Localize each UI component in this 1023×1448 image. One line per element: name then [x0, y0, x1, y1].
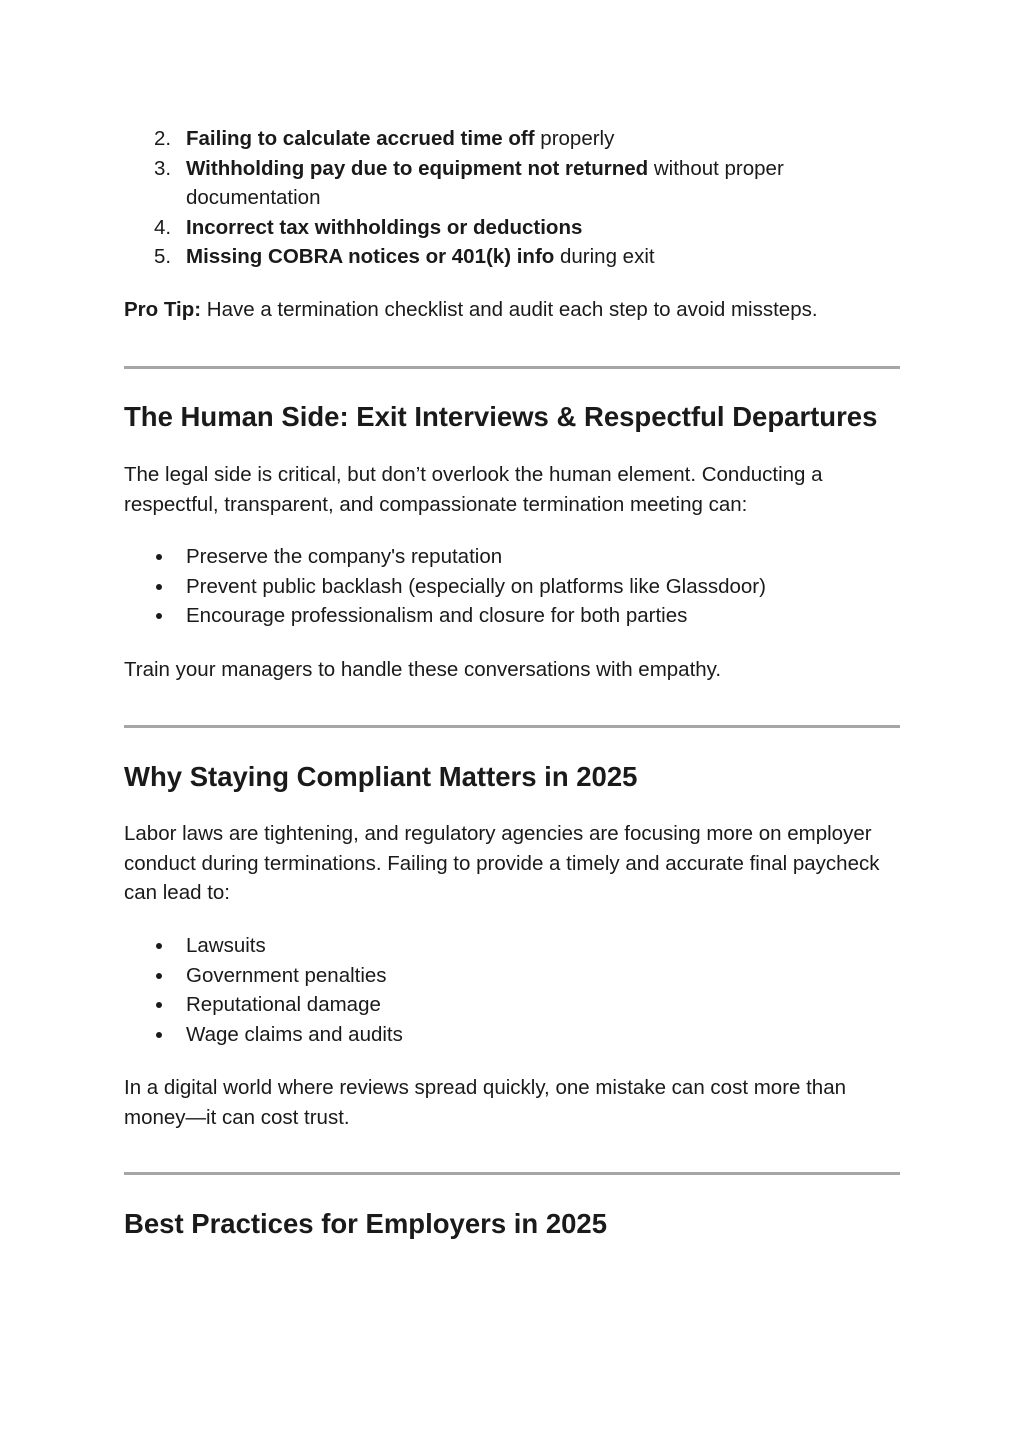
bullet-icon: [156, 613, 162, 619]
numbered-list: [124, 124, 900, 272]
bullet-item: [124, 572, 900, 602]
bullet-text: Prevent public backlash (especially on platforms like Glassdoor): [186, 574, 766, 598]
bullet-text: Government penalties: [186, 963, 387, 987]
list-item: [124, 242, 900, 272]
bullet-item: [124, 931, 900, 961]
list-number: 5.: [154, 245, 172, 268]
bullet-item: [124, 601, 900, 631]
list-item-text: without proper documentation: [186, 156, 784, 209]
compliance-closing: In a digital world where reviews spread quickly, one mistake can cost more than money—it can cost trust.: [124, 1076, 847, 1129]
list-item-bold: Incorrect tax withholdings or deductions: [186, 215, 583, 239]
bullet-icon: [156, 1002, 162, 1008]
human-side-closing: Train your managers to handle these conversations with empathy.: [124, 658, 722, 681]
pro-tip-text: Have a termination checklist and audit each step to avoid missteps.: [201, 298, 818, 321]
bullet-text: Wage claims and audits: [186, 1022, 403, 1046]
compliance-intro: Labor laws are tightening, and regulatory agencies are focusing more on employer conduct during terminations. Failing to provide a timely and accurate final paycheck can lead to:: [124, 822, 880, 904]
section-heading-best-practices: Best Practices for Employers in 2025: [124, 1208, 608, 1239]
list-item-bold: Missing COBRA notices or 401(k) info: [186, 245, 555, 268]
bullet-text: Reputational damage: [186, 993, 381, 1016]
section-heading-human-side: The Human Side: Exit Interviews & Respectful Departures: [124, 401, 878, 432]
list-item-bold: Failing to calculate accrued time off: [186, 127, 535, 150]
pro-tip: [124, 295, 900, 325]
list-number: 2.: [154, 127, 172, 150]
bullet-item: [124, 1020, 900, 1050]
list-item-bold: Withholding pay due to equipment not returned: [186, 156, 649, 180]
bullet-icon: [156, 943, 162, 949]
compliance-bullets: [124, 931, 900, 1049]
bullet-text: Encourage professionalism and closure for both parties: [186, 604, 688, 627]
bullet-icon: [156, 554, 162, 560]
divider: [124, 725, 900, 728]
divider: [124, 366, 900, 369]
bullet-icon: [156, 973, 162, 979]
list-item: [124, 124, 900, 154]
divider: [124, 1172, 900, 1175]
bullet-item: [124, 961, 900, 991]
human-side-intro: The legal side is critical, but don’t overlook the human element. Conducting a respectful, transparent, and compassionate termination meeting can:: [124, 463, 823, 516]
pro-tip-label: Pro Tip:: [124, 298, 202, 321]
section-heading-compliance: Why Staying Compliant Matters in 2025: [124, 761, 638, 792]
human-side-bullets: [124, 542, 900, 631]
bullet-item: [124, 990, 900, 1020]
bullet-icon: [156, 584, 162, 590]
list-item-text: properly: [534, 127, 615, 150]
list-item-text: during exit: [554, 245, 655, 268]
bullet-item: [124, 542, 900, 572]
bullet-text: Lawsuits: [186, 934, 266, 957]
bullet-icon: [156, 1032, 162, 1038]
list-item: [124, 154, 900, 213]
list-number: 3.: [154, 156, 172, 180]
list-item: [124, 213, 900, 243]
list-number: 4.: [154, 215, 172, 239]
bullet-text: Preserve the company's reputation: [186, 545, 503, 568]
